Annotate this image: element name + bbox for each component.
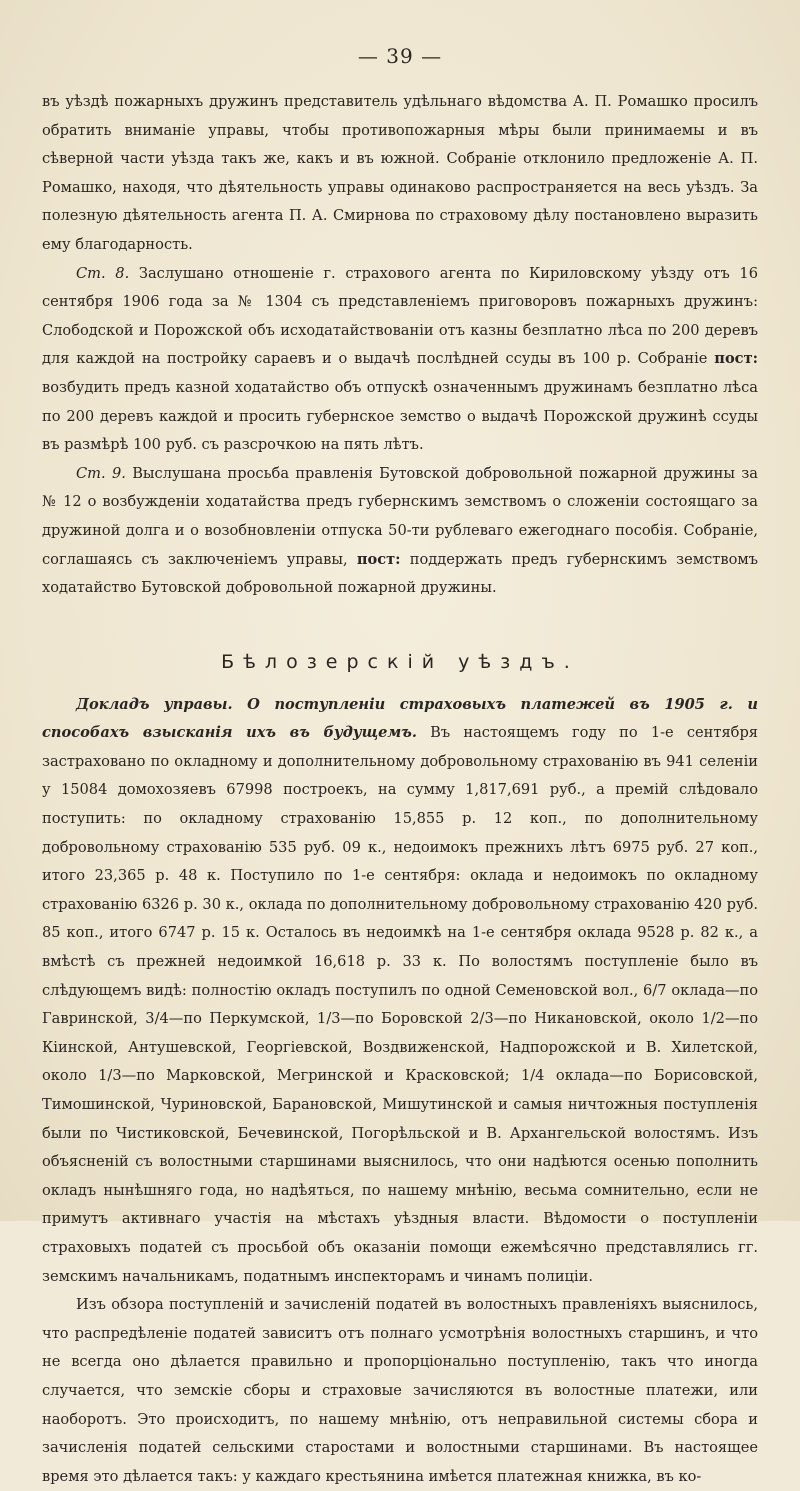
paragraph-text: —по Никановской, около — [493, 1010, 694, 1028]
report-title: Докладъ управы. О поступленіи страховыхъ платежей въ 1905 г. и способахъ взысканія ихъ въ будущемъ. — [42, 695, 758, 742]
paragraph-text: поддержать предъ губернскимъ земствомъ ходатайство Бутовской добровольной пожарной дружины. — [42, 550, 759, 597]
paragraph-text: Изъ обзора поступленій и зачисленій податей въ волостныхъ правленіяхъ выяснилось, что распредѣленіе податей зависитъ отъ полнаго усмотрѣнія волостныхъ старшинъ, и что не всегда оно дѣлается правильно и пропорціонально поступленію, такъ что иногда случается, что земскіе сборы и страховые зачисляются въ волостные платежи, или наоборотъ. Это происходитъ, по нашему мнѣнію, отъ неправильной системы сбора и зачисленія податей сельскими старостами и волостными старшинами. Въ настоящее время это дѣлается такъ: у каждаго крестьянина имѣется платежная книжка, въ ко- — [42, 1296, 758, 1485]
fraction: 3/4 — [145, 1010, 169, 1028]
resolution-marker: пост: — [356, 550, 401, 568]
article-label: Ст. 8. — [76, 264, 130, 282]
fraction: 1/3 — [98, 1067, 122, 1085]
fraction: 1/2 — [701, 1010, 725, 1028]
paragraph-text: въ уѣздѣ пожарныхъ дружинъ представитель удѣльнаго вѣдомства А. П. Ромашко просилъ обратить вниманіе управы, чтобы противопожарныя мѣры были принимаемы и въ сѣверной части уѣзда такъ же, какъ и въ южной. Собраніе отклонило предложеніе А. П. Ромашко, находя, что дѣятельность управы одинаково распространяется на весь уѣздъ. За полезную дѣятельность агента П. А. Смирнова по страховому дѣлу постановлено выразить ему благодарность. — [42, 93, 758, 253]
paragraph-text: оклада—по Гавринской, — [42, 981, 759, 1028]
resolution-marker: пост: — [714, 350, 758, 368]
paragraph-article-8 — [42, 260, 758, 460]
article-label: Ст. 9. — [76, 464, 126, 482]
paragraph-text: —по Марковской, Мегринской и Красковской; — [121, 1067, 510, 1085]
fraction: 6/7 — [643, 981, 667, 999]
page-number: — 39 — — [357, 44, 443, 68]
paragraph-report — [42, 691, 758, 1291]
paragraph-text: Въ настоящемъ году по 1-е сентября застраховано по окладному и дополнительному добровольному страхованію въ 941 селеніи у 15084 домохозяевъ 67998 построекъ, на сумму 1,817,691 руб., а премій слѣдовало поступить: по окладному страхованію 15,855 р. 12 коп., по дополнительному добровольному страхованію 535 руб. 09 к., недоимокъ прежнихъ лѣтъ 6975 руб. 27 коп., итого 23,365 р. 48 к. Поступило по 1-е сентября: оклада и недоимокъ по окладному страхованію 6326 р. 30 к., оклада по дополнительному добровольному страхованію 420 руб. 85 коп., итого 6747 р. 15 к. Осталось въ недоимкѣ на 1-е сентября оклада 9528 р. 82 к., а вмѣстѣ съ прежней недоимкой 16,618 р. 33 к. По волостямъ поступленіе было въ слѣдующемъ видѣ: полностію окладъ поступилъ по одной Семеновской вол., — [42, 724, 759, 999]
paragraph-tax-distribution — [42, 1291, 758, 1491]
paragraph-text: —по Перкумской, — [168, 1010, 310, 1028]
paragraph-text: оклада—по Борисовской, Тимошинской, Чуриновской, Барановской, Мишутинской и самыя ничтожныя поступленія были по Чистиковской, Бечевинской, Погорѣльской и В. Архангельской волостямъ. Изъ объясненій съ волостными старшинами выяснилось, что они надѣются осенью пополнить окладъ нынѣшняго года, но надѣяться, по нашему мнѣнію, весьма сомнительно, если не примутъ активнаго участія на мѣстахъ уѣздныя власти. Вѣдомости о поступленіи страховыхъ податей съ просьбой объ оказаніи помощи ежемѣсячно представлялись гг. земскимъ начальникамъ, податнымъ инспекторамъ и чинамъ полиціи. — [42, 1067, 759, 1285]
section-heading: Бѣлозерскій уѣздъ. — [221, 650, 579, 673]
fraction: 1/4 — [520, 1067, 545, 1085]
paragraph-text: —по Кіинской, Антушевской, Георгіевской, Воздвиженской, Надпорожской и В. Хилетской, около — [42, 1010, 759, 1085]
paragraph-text: —по Боровской — [340, 1010, 463, 1028]
paragraph-text: возбудить предъ казной ходатайство объ отпускѣ означеннымъ дружинамъ безплатно лѣса по 200 деревъ каждой и просить губернское земство о выдачѣ Порожской дружинѣ ссуды въ размѣрѣ 100 руб. съ разсрочкою на пять лѣтъ. — [42, 378, 758, 454]
fraction: 1/3 — [317, 1010, 341, 1028]
paragraph-article-9 — [42, 460, 758, 603]
paragraph-fire-brigades — [42, 88, 758, 260]
fraction: 2/3 — [470, 1010, 494, 1028]
paragraph-text: Заслушано отношеніе г. страхового агента по Кириловскому уѣзду отъ 16 сентября 1906 года за № 1304 съ представленіемъ приговоровъ пожарныхъ дружинъ: Слободской и Порожской объ исходатайствованіи отъ казны безплатно лѣса по 200 деревъ для каждой на постройку сараевъ и о выдачѣ послѣдней ссуды въ 100 р. Собраніе — [42, 264, 758, 368]
paragraph-text: Выслушана просьба правленія Бутовской добровольной пожарной дружины за № 12 о возбужденіи ходатайства предъ губернскимъ земствомъ о сложеніи состоящаго за дружиной долга и о возобновленіи отпуска 50-ти рублеваго ежегоднаго пособія. Собраніе, соглашаясь съ заключеніемъ управы, — [42, 464, 758, 568]
